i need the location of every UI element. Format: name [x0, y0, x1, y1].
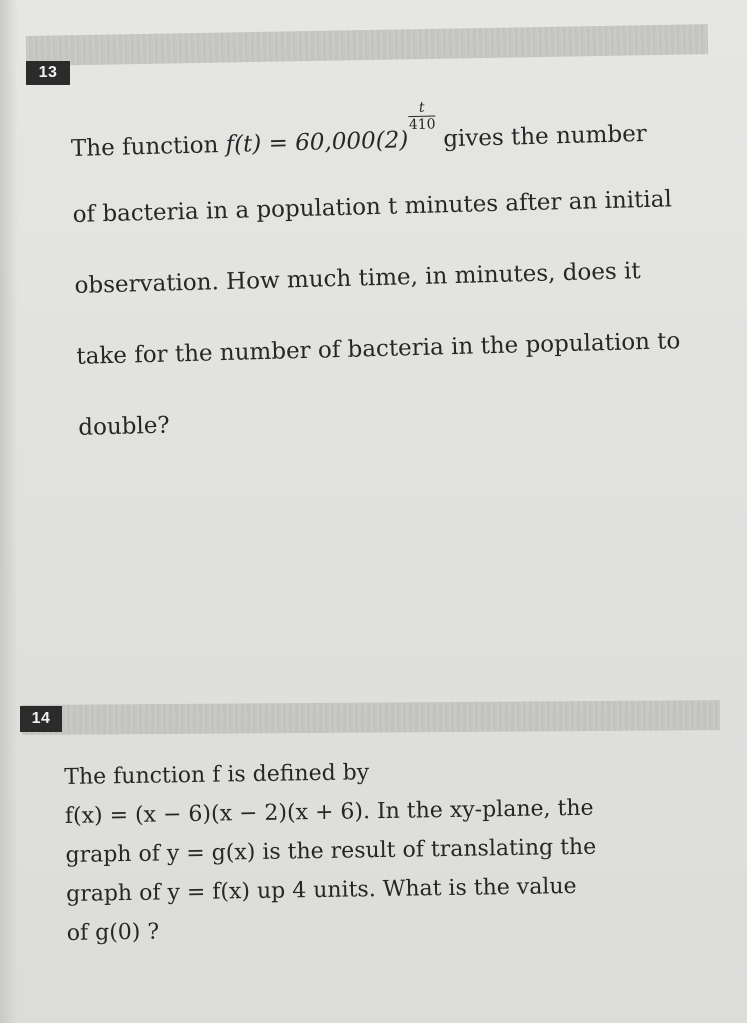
question-13-line-1-before: The function	[70, 131, 226, 162]
question-14-text	[64, 748, 707, 953]
question-13-formula: f(t) = 60,000(2)	[225, 127, 409, 158]
question-14-number: 14	[20, 706, 62, 732]
question-13-exponent	[408, 100, 436, 132]
exponent-denominator: 410	[408, 116, 436, 134]
question-13-text	[70, 93, 719, 464]
question-13-line-1-after: gives the number	[435, 120, 648, 153]
question-13-line-5: double?	[77, 412, 171, 441]
question-14-line-4: graph of y = f(x) up 4 units. What is the value	[65, 873, 577, 907]
question-13-line-3: observation. How much time, in minutes, does it	[74, 258, 641, 299]
exponent-numerator: t	[408, 100, 435, 117]
question-14-line-5: of g(0) ?	[66, 919, 160, 946]
question-14-line-1: The function f is defined by	[64, 760, 370, 790]
question-13-line-4: take for the number of bacteria in the population to	[76, 328, 681, 370]
question-14-line-2: f(x) = (x − 6)(x − 2)(x + 6). In the xy-plane, the	[64, 795, 594, 829]
page-edge-shadow	[0, 0, 18, 1023]
question-13-header-bar	[26, 24, 708, 66]
question-14-line-3: graph of y = g(x) is the result of translating the	[65, 834, 597, 868]
question-13-line-2: of bacteria in a population t minutes after an initial	[72, 186, 673, 228]
question-13-number: 13	[26, 61, 70, 85]
question-14-header-bar	[22, 700, 720, 735]
